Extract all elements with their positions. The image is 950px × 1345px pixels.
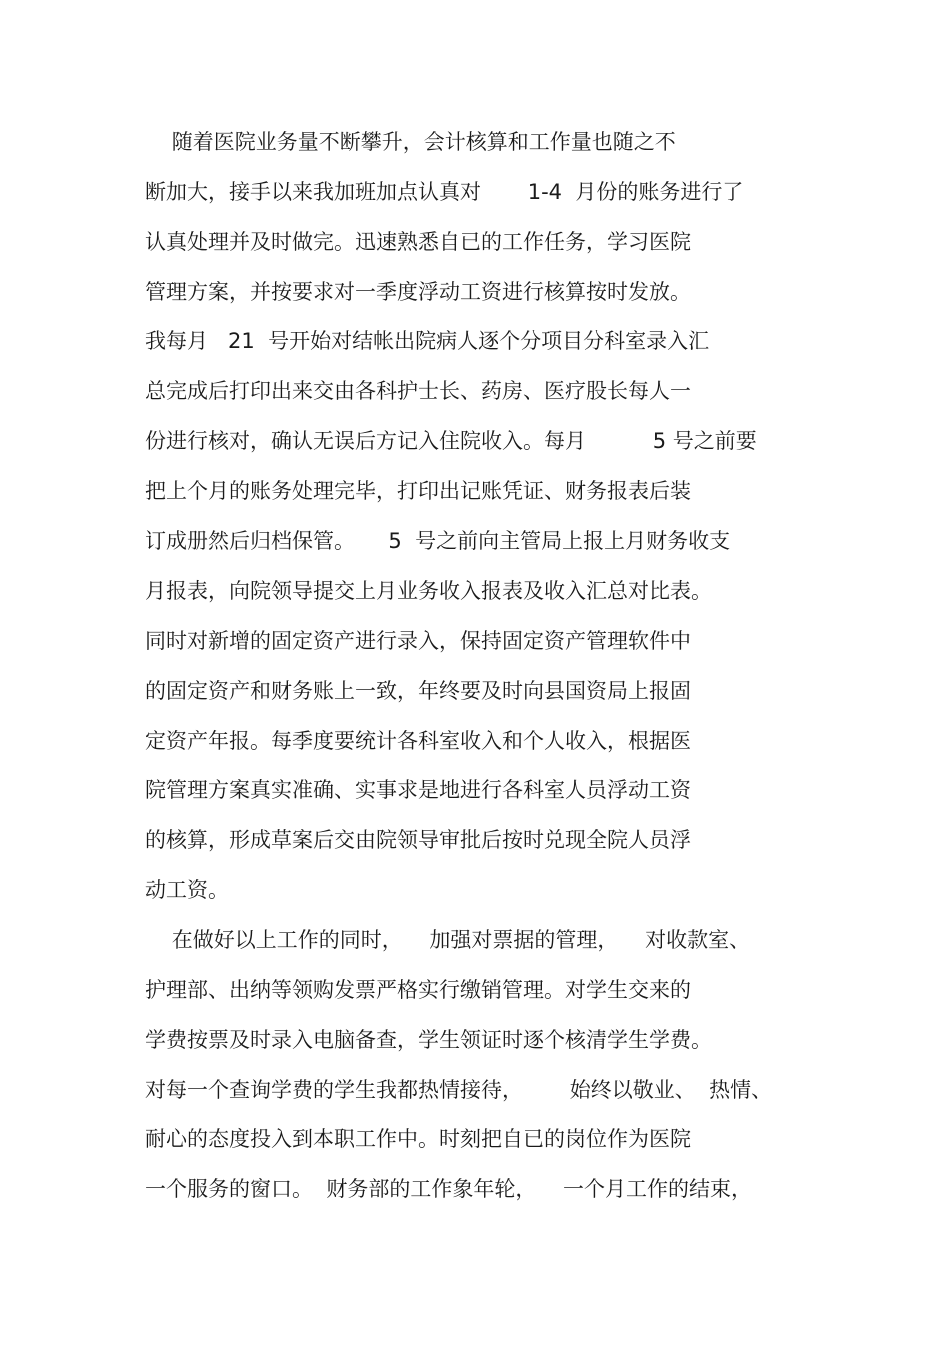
text-line: 动工资。 xyxy=(145,878,229,902)
text-line: 院管理方案真实准确、实事求是地进行各科室人员浮动工资 xyxy=(145,778,691,802)
text-line: 护理部、出纳等领购发票严格实行缴销管理。对学生交来的 xyxy=(145,978,691,1002)
text-line: 学费按票及时录入电脑备查，学生领证时逐个核清学生学费。 xyxy=(145,1028,712,1052)
text-line: 断加大，接手以来我加班加点认真对 1-4 月份的账务进行了 xyxy=(145,180,744,204)
text-line: 管理方案，并按要求对一季度浮动工资进行核算按时发放。 xyxy=(145,280,691,304)
text-line: 耐心的态度投入到本职工作中。时刻把自已的岗位作为医院 xyxy=(145,1127,691,1151)
text-line: 对每一个查询学费的学生我都热情接待， 始终以敬业、 热情、 xyxy=(145,1078,773,1102)
text-line: 一个服务的窗口。 财务部的工作象年轮， 一个月工作的结束， xyxy=(145,1177,753,1201)
text-line: 同时对新增的固定资产进行录入，保持固定资产管理软件中 xyxy=(145,629,691,653)
text-line: 把上个月的账务处理完毕，打印出记账凭证、财务报表后装 xyxy=(145,479,691,503)
text-line: 认真处理并及时做完。迅速熟悉自已的工作任务，学习医院 xyxy=(145,230,691,254)
text-line: 定资产年报。每季度要统计各科室收入和个人收入，根据医 xyxy=(145,729,691,753)
text-line: 总完成后打印出来交由各科护士长、药房、医疗股长每人一 xyxy=(145,379,691,403)
text-line: 在做好以上工作的同时， 加强对票据的管理， 对收款室、 xyxy=(145,928,751,952)
text-line: 的核算，形成草案后交由院领导审批后按时兑现全院人员浮 xyxy=(145,828,691,852)
text-line: 的固定资产和财务账上一致，年终要及时向县国资局上报固 xyxy=(145,679,691,703)
text-line: 月报表，向院领导提交上月业务收入报表及收入汇总对比表。 xyxy=(145,579,712,603)
text-line: 我每月 21 号开始对结帐出院病人逐个分项目分科室录入汇 xyxy=(145,329,710,353)
text-line: 份进行核对，确认无误后方记入住院收入。每月 5 号之前要 xyxy=(145,429,757,453)
text-line: 随着医院业务量不断攀升，会计核算和工作量也随之不 xyxy=(145,130,676,154)
text-line: 订成册然后归档保管。 5 号之前向主管局上报上月财务收支 xyxy=(145,529,731,553)
